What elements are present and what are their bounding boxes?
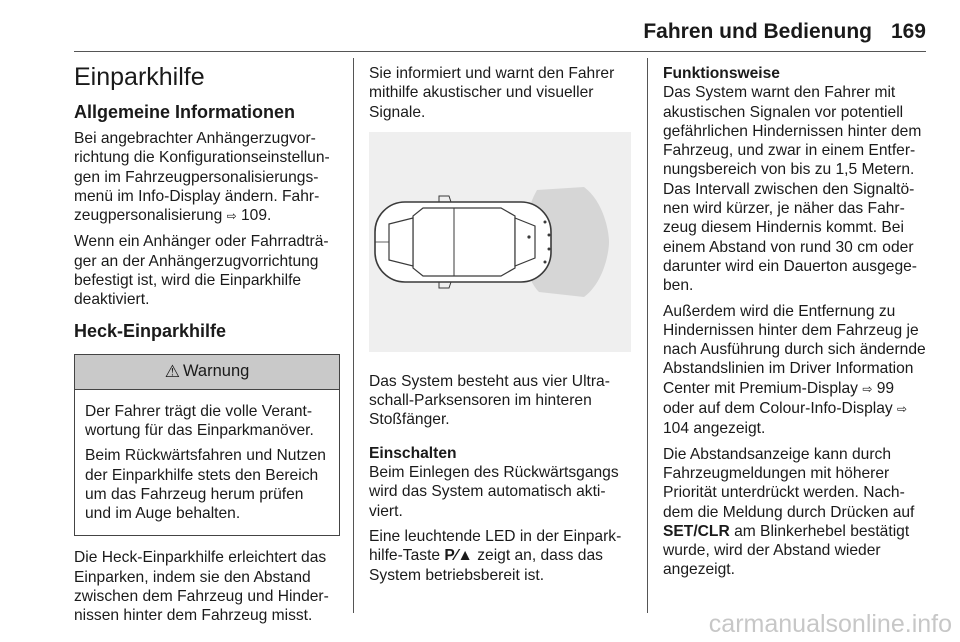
park-assist-button-icon: P⁄▲ bbox=[444, 547, 473, 565]
rear-parking-heading: Heck-Einparkhilfe bbox=[74, 320, 227, 341]
function-paragraph-2 bbox=[663, 302, 926, 439]
column-2 bbox=[369, 64, 631, 591]
function-text-before: Außerdem wird die Entfernung zu Hindernissen hinter dem Fahrzeug je nach Ausführung durch sich ändernde Abstandslinien im Driver Information Center mit Premium-Display bbox=[663, 302, 926, 397]
activation-paragraph-2 bbox=[369, 527, 631, 585]
column-divider-1 bbox=[353, 58, 354, 613]
activation-text-before: Eine leuchtende LED in der Einparkhilfe-Taste bbox=[369, 527, 622, 565]
car-top-view bbox=[375, 196, 551, 288]
activation-heading: Einschalten bbox=[369, 444, 457, 462]
general-info-heading: Allgemeine Informationen bbox=[74, 102, 296, 122]
page-reference-arrow-icon: ⇨ bbox=[897, 402, 908, 417]
function-paragraph-1: Das System warnt den Fahrer mit akustischen Signalen vor potentiell gefährlichen Hindernissen hinter dem Fahrzeug, und zwar in einem Entfernungsbereich von bis zu 1,5 Metern. Das Intervall zwischen den Signaltönen wird kürzer, je näher das Fahrzeug diesem Hindernis kommt. Bei einem Abstand von rund 30 cm oder darunter wird ein Dauerton ausgegeben. bbox=[663, 84, 922, 295]
function-paragraph-3 bbox=[663, 445, 926, 580]
section-title: Einparkhilfe bbox=[74, 63, 205, 91]
page-reference-link[interactable]: 109. bbox=[241, 207, 272, 225]
header-rule bbox=[74, 51, 926, 52]
running-header-title: Fahren und Bedienung bbox=[643, 20, 872, 43]
warning-header bbox=[75, 355, 339, 390]
warning-title: Warnung bbox=[182, 362, 250, 381]
general-info-paragraph-1 bbox=[74, 129, 340, 226]
page-reference-link-1[interactable]: 99 oder auf dem Colour-Info-Display bbox=[663, 379, 895, 418]
warning-box bbox=[74, 354, 340, 537]
column-1 bbox=[74, 60, 340, 632]
activation-paragraph-1: Beim Einlegen des Rückwärtsgangs wird das System automatisch aktiviert. bbox=[369, 464, 619, 520]
function-text-after-bold: am Blinkerhebel bestätigt wurde, wird der Abstand wieder angezeigt. bbox=[663, 522, 910, 579]
page-reference-arrow-icon: ⇨ bbox=[862, 381, 873, 396]
warning-body bbox=[75, 390, 339, 536]
general-info-paragraph-2: Wenn ein Anhänger oder Fahrradträger an der Anhängerzugvorrichtung befestigt ist, wird die Einparkhilfe deaktiviert. bbox=[74, 233, 329, 309]
page-reference-link-2[interactable]: 104 angezeigt. bbox=[663, 420, 766, 438]
warning-paragraph-2: Beim Rückwärtsfahren und Nutzen der Einparkhilfe stets den Bereich um das Fahrzeug herum prüfen und im Auge behalten. bbox=[85, 447, 326, 523]
warning-triangle-icon: ⚠ bbox=[164, 362, 180, 382]
intro-paragraph: Sie informiert und warnt den Fahrer mithilfe akustischer und visueller Signale. bbox=[369, 65, 615, 121]
function-text-before-bold: Die Abstandsanzeige kann durch Fahrzeugmeldungen mit höherer Priorität unterdrückt werden. Nachdem die Meldung durch Drücken auf bbox=[663, 445, 915, 521]
set-clr-label: SET/CLR bbox=[663, 522, 730, 540]
activation-text-after: zeigt an, dass das System betriebsbereit ist. bbox=[369, 547, 603, 584]
car-sensor-illustration bbox=[369, 132, 631, 352]
page-reference-arrow-icon: ⇨ bbox=[226, 209, 237, 224]
column-divider-2 bbox=[647, 58, 648, 613]
warning-paragraph-1: Der Fahrer trägt die volle Verantwortung für das Einparkmanöver. bbox=[85, 402, 314, 439]
watermark: carmanualsonline.info bbox=[708, 610, 952, 638]
page-number: 169 bbox=[890, 20, 926, 43]
general-info-text: Bei angebrachter Anhängerzugvorrichtung die Konfigurationseinstellungen im Fahrzeugpersonalisierungsmenü im Info-Display ändern. Fahrzeugpersonalisierung bbox=[74, 130, 330, 225]
rear-parking-paragraph: Die Heck-Einparkhilfe erleichtert das Einparken, indem sie den Abstand zwischen dem Fahrzeug und Hindernissen hinter dem Fahrzeug misst. bbox=[74, 549, 329, 625]
system-description: Das System besteht aus vier Ultraschall-Parksensoren im hinteren Stoßfänger. bbox=[369, 372, 610, 429]
column-3 bbox=[663, 64, 926, 586]
function-heading: Funktionsweise bbox=[663, 65, 780, 82]
